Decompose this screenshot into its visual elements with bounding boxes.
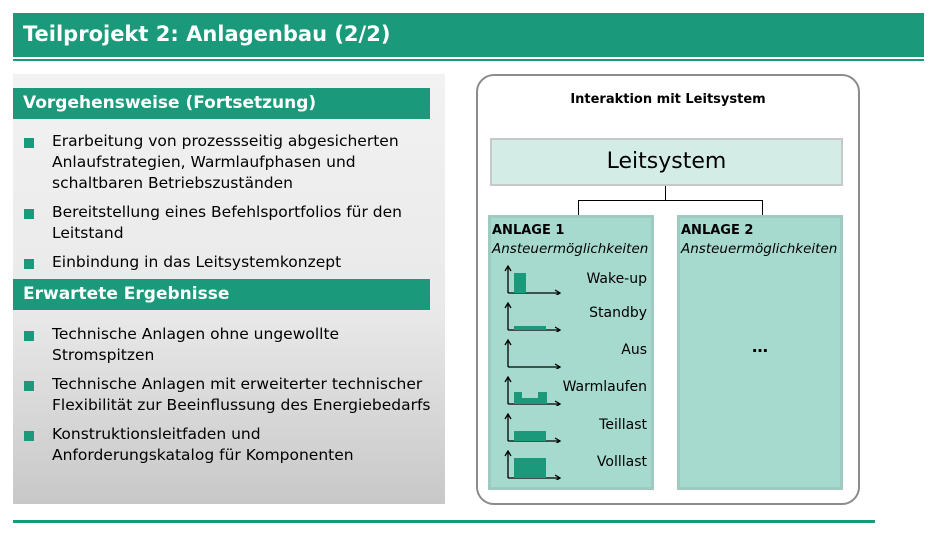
bullet-marker	[24, 331, 34, 341]
title-bar	[13, 13, 924, 57]
connector-line	[762, 200, 763, 216]
bullet-marker	[24, 209, 34, 219]
bullet-marker	[24, 138, 34, 148]
section-heading-vorgehensweise: Vorgehensweise (Fortsetzung)	[13, 88, 430, 119]
connector-line	[578, 200, 763, 201]
anlage-2-name: ANLAGE 2	[681, 223, 754, 238]
anlage-1-subtitle: Ansteuermöglichkeiten	[492, 241, 649, 257]
bullet-text: Technische Anlagen mit erweiterter technischer Flexibilität zur Beeinflussung des Energiebedarfs	[52, 375, 431, 414]
bullet-marker	[24, 381, 34, 391]
bullet-text: Bereitstellung eines Befehlsportfolios für den Leitstand	[52, 203, 402, 242]
mode-label-teillast: Teillast	[599, 417, 647, 433]
slide-title: Teilprojekt 2: Anlagenbau (2/2)	[23, 22, 391, 46]
mode-label-aus: Aus	[621, 342, 647, 358]
bullet-marker	[24, 259, 34, 269]
mode-label-standby: Standby	[589, 305, 647, 321]
leitsystem-box: Leitsystem	[490, 138, 843, 186]
bullet-text: Einbindung in das Leitsystemkonzept	[52, 253, 342, 271]
mode-label-warmlaufen: Warmlaufen	[562, 379, 647, 395]
bullet-text: Konstruktionsleitfaden und Anforderungskatalog für Komponenten	[52, 425, 354, 464]
anlage-2-subtitle: Ansteuermöglichkeiten	[681, 241, 838, 257]
bullet-marker	[24, 431, 34, 441]
diagram-title: Interaktion mit Leitsystem	[570, 92, 766, 107]
connector-line	[578, 200, 579, 216]
footer-rule	[13, 520, 875, 523]
mode-label-volllast: Volllast	[596, 454, 647, 470]
title-underline	[13, 59, 924, 61]
more-placeholder: …	[752, 337, 768, 356]
anlage-1-name: ANLAGE 1	[492, 223, 565, 238]
connector-line	[665, 186, 666, 201]
bullet-text: Technische Anlagen ohne ungewollte Stromspitzen	[52, 325, 340, 364]
mode-label-wake-up: Wake-up	[586, 271, 647, 287]
bullet-text: Erarbeitung von prozessseitig abgesicherten Anlaufstrategien, Warmlaufphasen und schaltbaren Betriebszuständen	[52, 132, 399, 192]
section-heading-ergebnisse: Erwartete Ergebnisse	[13, 279, 430, 310]
